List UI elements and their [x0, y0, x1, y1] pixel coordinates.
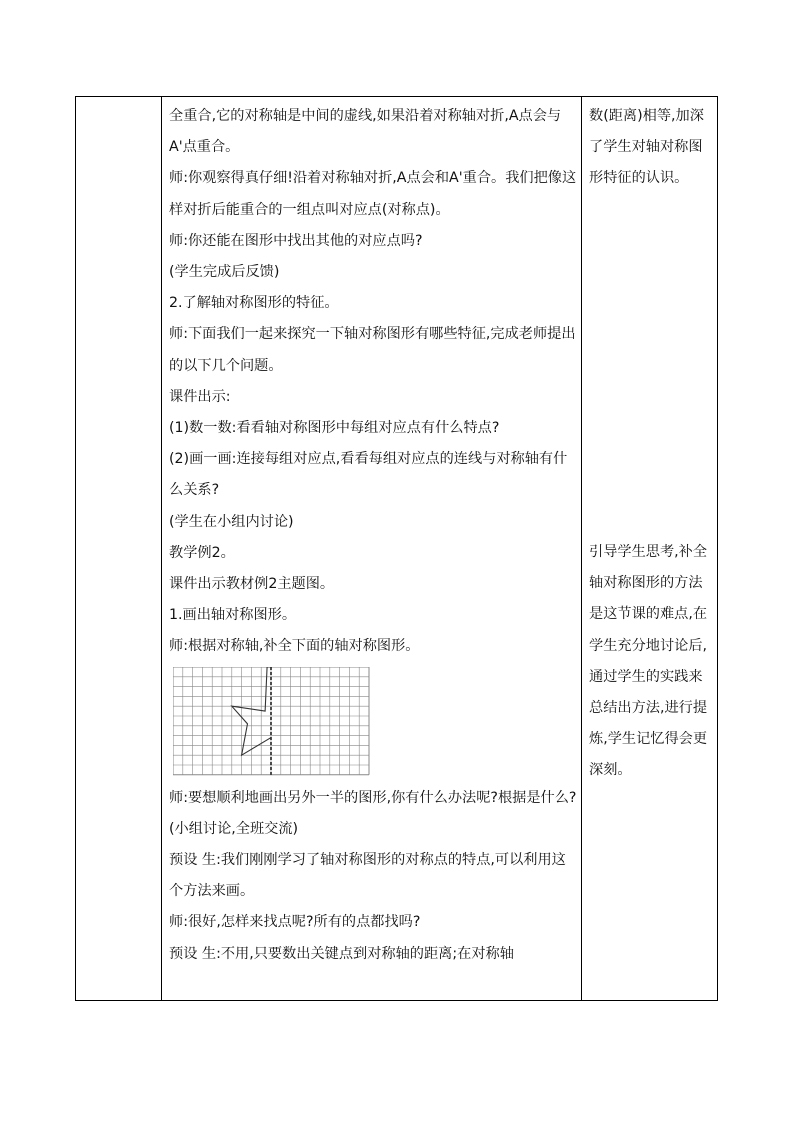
column-divider-1 — [161, 97, 162, 1000]
paragraph: (1)数一数:看看轴对称图形中每组对应点有什么特点? — [169, 420, 500, 437]
paragraph: (小组讨论,全班交流) — [169, 820, 299, 837]
design-notes-column-lower — [589, 537, 711, 787]
paragraph: 预设 生:我们刚刚学习了轴对称图形的对称点的特点,可以利用这个方法来画。 — [169, 852, 566, 900]
paragraph: 课件出示: — [169, 388, 231, 405]
paragraph: 师:你观察得真仔细!沿着对称轴对折,A点会和A'重合。我们把像这样对折后能重合的一组点叫对应点(对称点)。 — [169, 170, 577, 218]
paragraph: 师:下面我们一起来探究一下轴对称图形有哪些特征,完成老师提出的以下几个问题。 — [169, 326, 576, 374]
paragraph: 师:你还能在图形中找出其他的对应点吗? — [169, 232, 423, 249]
paragraph: 课件出示教材例2主题图。 — [169, 576, 335, 593]
paragraph: 师:很好,怎样来找点呢?所有的点都找吗? — [169, 914, 421, 931]
paragraph: 全重合,它的对称轴是中间的虚线,如果沿着对称轴对折,A点会与A'点重合。 — [169, 108, 562, 156]
symmetry-grid-figure — [169, 663, 577, 783]
paragraph: 2.了解轴对称图形的特征。 — [169, 295, 339, 312]
column-divider-2 — [581, 97, 582, 1000]
paragraph: 师:要想顺利地画出另外一半的图形,你有什么办法呢?根据是什么? — [169, 789, 577, 806]
paragraph: 预设 生:不用,只要数出关键点到对称轴的距离;在对称轴 — [169, 945, 514, 962]
teaching-process-column — [169, 101, 577, 970]
paragraph: 教学例2。 — [169, 544, 235, 561]
design-note-2: 引导学生思考,补全轴对称图形的方法是这节课的难点,在学生充分地讨论后,通过学生的实践来总结出方法,进行提炼,学生记忆得会更深刻。 — [589, 544, 708, 779]
paragraph: (学生完成后反馈) — [169, 264, 280, 281]
paragraph: (2)画一画:连接每组对应点,看看每组对应点的连线与对称轴有什么关系? — [169, 451, 568, 499]
paragraph: 1.画出轴对称图形。 — [169, 607, 297, 624]
paragraph: (学生在小组内讨论) — [169, 513, 294, 530]
design-note-1: 数(距离)相等,加深了学生对轴对称图形特征的认识。 — [589, 108, 704, 187]
paragraph: 师:根据对称轴,补全下面的轴对称图形。 — [169, 638, 420, 655]
design-notes-column — [589, 101, 711, 195]
lesson-table — [75, 96, 718, 1001]
grid-svg — [173, 667, 371, 777]
